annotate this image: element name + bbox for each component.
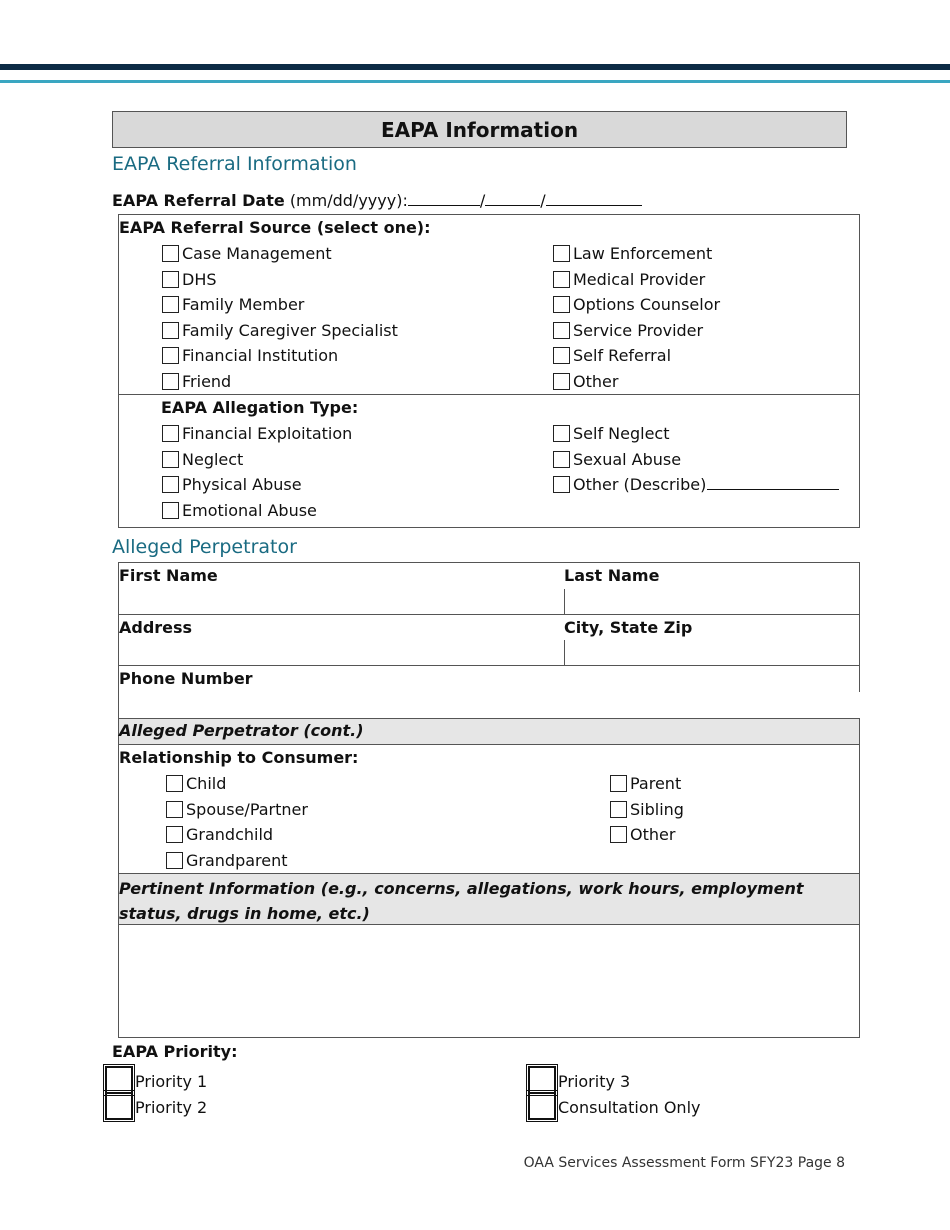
checkbox[interactable] [553,245,570,262]
referral-date-day-field[interactable] [485,191,540,206]
option-label: Parent [630,774,682,793]
option-label: Law Enforcement [573,244,713,263]
referral-date-label: EAPA Referral Date [112,191,285,210]
checkbox[interactable] [105,1092,133,1120]
city-state-zip-label: City, State Zip [564,618,693,637]
date-separator: / [540,191,546,210]
allegation-option[interactable] [162,501,352,527]
referral-source-option[interactable] [162,270,398,296]
referral-source-option[interactable] [162,372,398,398]
referral-source-option[interactable] [553,372,720,398]
relationship-option[interactable] [166,774,308,800]
referral-date-row [112,191,642,210]
pertinent-info-textarea[interactable] [119,926,859,1037]
option-label: Consultation Only [558,1098,701,1117]
checkbox[interactable] [166,852,183,869]
option-label: Neglect [182,449,244,469]
checkbox[interactable] [528,1066,556,1094]
option-label: Medical Provider [573,269,706,289]
referral-source-option[interactable] [162,346,398,372]
priority-option[interactable] [528,1066,700,1092]
checkbox[interactable] [162,425,179,442]
referral-source-option[interactable] [553,244,720,270]
checkbox[interactable] [162,245,179,262]
option-label: Priority 3 [558,1072,631,1091]
option-label: Other [573,371,619,391]
allegation-right-list [553,424,839,501]
allegation-left-list [162,424,352,526]
option-label: Child [186,774,227,793]
option-label: Friend [182,371,232,391]
option-label: Family Member [182,295,305,314]
divider [118,614,860,615]
phone-gap [119,692,860,718]
header-rule-accent [0,80,950,83]
option-label: Spouse/Partner [186,799,308,819]
referral-source-option[interactable] [553,321,720,347]
checkbox[interactable] [553,425,570,442]
relationship-option[interactable] [610,774,684,800]
option-label: Sibling [630,799,684,819]
perpetrator-cont-heading: Alleged Perpetrator (cont.) [119,721,364,740]
checkbox[interactable] [162,271,179,288]
header-rule-dark [0,64,950,70]
option-label: Priority 2 [135,1098,208,1117]
option-label: Service Provider [573,320,704,340]
checkbox[interactable] [162,322,179,339]
option-label: Grandparent [186,850,288,870]
option-label: DHS [182,269,217,289]
option-label: Physical Abuse [182,475,302,494]
phone-number-label: Phone Number [119,669,253,688]
allegation-option[interactable] [162,424,352,450]
checkbox[interactable] [162,451,179,468]
checkbox[interactable] [553,322,570,339]
checkbox[interactable] [553,296,570,313]
address-label: Address [119,618,193,637]
option-label: Financial Exploitation [182,424,353,443]
divider [564,589,565,614]
option-label: Other [630,825,676,844]
checkbox[interactable] [166,775,183,792]
referral-source-left-list [162,244,398,397]
checkbox[interactable] [162,373,179,390]
relationship-option[interactable] [166,800,308,826]
priority-heading: EAPA Priority: [112,1042,238,1061]
option-label: Other (Describe) [573,475,707,494]
relationship-left-list [166,774,308,876]
perpetrator-section-title: Alleged Perpetrator [112,536,297,558]
allegation-option[interactable] [553,424,839,450]
allegation-option[interactable] [162,475,352,501]
referral-source-option[interactable] [162,244,398,270]
option-label: Options Counselor [573,295,721,314]
priority-option[interactable] [105,1092,207,1118]
referral-source-right-list [553,244,720,397]
last-name-label: Last Name [564,566,660,585]
date-separator: / [479,191,486,210]
priority-left-list [105,1066,207,1118]
option-label: Emotional Abuse [182,500,317,520]
pertinent-info-heading: Pertinent Information (e.g., concerns, allegations, work hours, employment status, drugs in home, etc.) [119,879,804,923]
allegation-option[interactable] [553,475,839,501]
priority-option[interactable] [105,1066,207,1092]
checkbox[interactable] [553,451,570,468]
option-label: Sexual Abuse [573,449,682,469]
referral-source-heading: EAPA Referral Source (select one): [119,218,431,237]
checkbox[interactable] [610,801,627,818]
relationship-option[interactable] [610,800,684,826]
page-title: EAPA Information [112,111,847,148]
referral-source-option[interactable] [553,295,720,321]
priority-right-list [528,1066,700,1118]
referral-section-title: EAPA Referral Information [112,153,357,175]
checkbox[interactable] [610,775,627,792]
option-label: Grandchild [186,825,274,844]
first-name-label: First Name [119,566,218,585]
checkbox[interactable] [166,801,183,818]
other-describe-field[interactable] [707,475,839,490]
checkbox[interactable] [166,826,183,843]
referral-date-format: (mm/dd/yyyy): [289,191,408,210]
referral-source-option[interactable] [162,295,398,321]
priority-option[interactable] [528,1092,700,1118]
referral-date-month-field[interactable] [408,191,480,206]
referral-source-option[interactable] [162,321,398,347]
referral-source-option[interactable] [553,346,720,372]
checkbox[interactable] [162,296,179,313]
checkbox[interactable] [162,502,179,519]
allegation-option[interactable] [553,450,839,476]
divider [859,666,860,692]
option-label: Family Caregiver Specialist [182,320,398,340]
option-label: Financial Institution [182,346,339,365]
option-label: Priority 1 [135,1072,208,1091]
option-label: Self Referral [573,346,672,365]
page-footer: OAA Services Assessment Form SFY23 Page 8 [523,1155,845,1171]
relationship-right-list [610,774,684,851]
checkbox[interactable] [553,271,570,288]
relationship-heading: Relationship to Consumer: [119,748,359,767]
allegation-option[interactable] [162,450,352,476]
relationship-option[interactable] [166,825,308,851]
checkbox[interactable] [162,347,179,364]
checkbox[interactable] [528,1092,556,1120]
allegation-type-heading: EAPA Allegation Type: [161,398,359,417]
referral-date-year-field[interactable] [546,191,642,206]
checkbox[interactable] [162,476,179,493]
relationship-option[interactable] [610,825,684,851]
checkbox[interactable] [105,1066,133,1094]
option-label: Case Management [182,244,332,263]
checkbox[interactable] [553,373,570,390]
divider [118,665,860,666]
divider [564,640,565,665]
checkbox[interactable] [553,476,570,493]
option-label: Self Neglect [573,424,670,443]
checkbox[interactable] [610,826,627,843]
referral-source-option[interactable] [553,270,720,296]
checkbox[interactable] [553,347,570,364]
